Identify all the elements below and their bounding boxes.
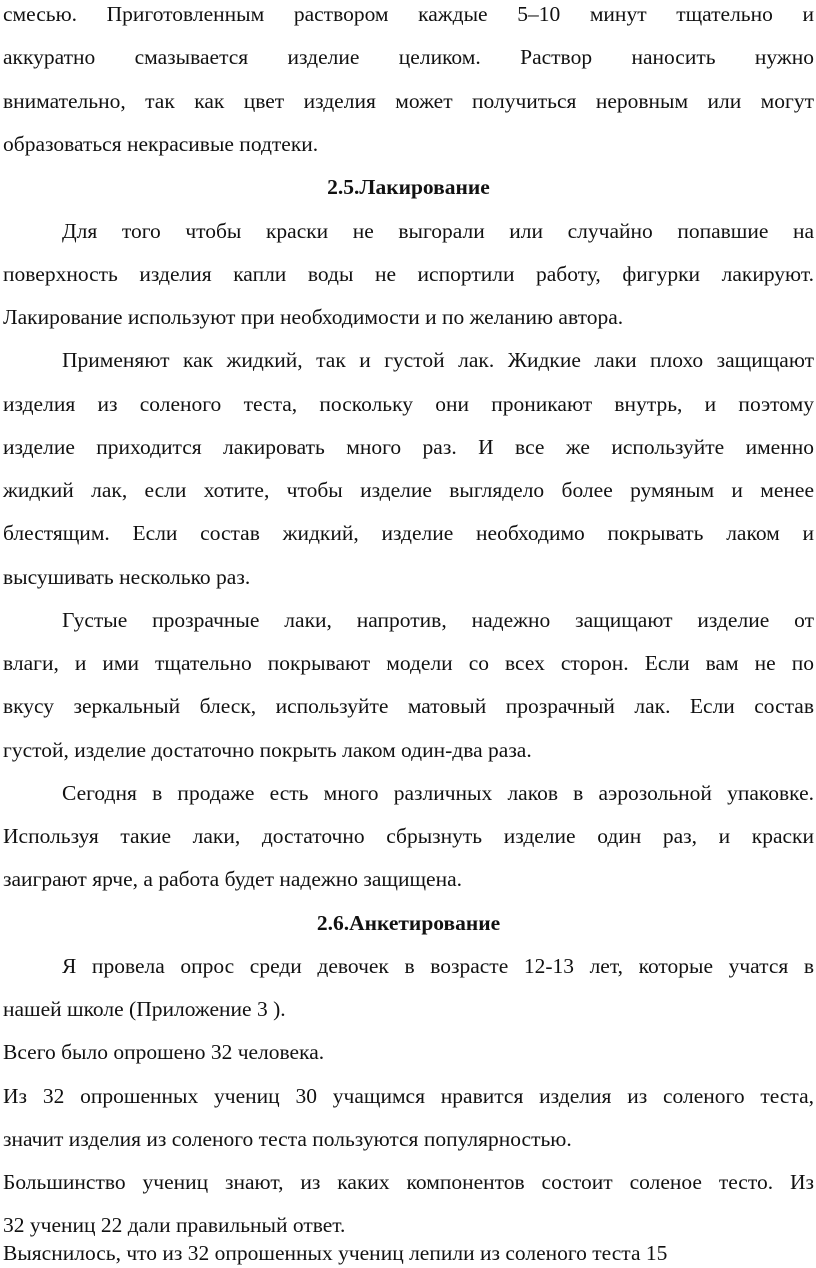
paragraph-line: аккуратно смазывается изделие целиком. Раствор наносить нужно	[3, 45, 814, 69]
paragraph-line: влаги, и ими тщательно покрывают модели со всех сторон. Если вам не по	[3, 651, 814, 675]
paragraph-line: значит изделия из соленого теста пользуются популярностью.	[3, 1127, 572, 1151]
paragraph-line: Для того чтобы краски не выгорали или случайно попавшие на	[62, 219, 814, 243]
paragraph-line: внимательно, так как цвет изделия может получиться неровным или могут	[3, 89, 814, 113]
paragraph-line: изделие приходится лакировать много раз. И все же используйте именно	[3, 435, 814, 459]
paragraph-line: поверхность изделия капли воды не испортили работу, фигурки лакируют.	[3, 262, 814, 286]
paragraph-line: смесью. Приготовленным раствором каждые 5–10 минут тщательно и	[3, 2, 814, 26]
paragraph-line: Используя такие лаки, достаточно сбрызнуть изделие один раз, и краски	[3, 824, 814, 848]
paragraph-line: Всего было опрошено 32 человека.	[3, 1040, 325, 1064]
paragraph-line: нашей школе (Приложение 3 ).	[3, 997, 286, 1021]
paragraph-line: Применяют как жидкий, так и густой лак. Жидкие лаки плохо защищают	[62, 348, 814, 372]
paragraph-line: изделия из соленого теста, поскольку они проникают внутрь, и поэтому	[3, 392, 814, 416]
paragraph-line: Из 32 опрошенных учениц 30 учащимся нравится изделия из соленого теста,	[3, 1084, 814, 1108]
paragraph-line: Выяснилось, что из 32 опрошенных учениц лепили из соленого теста 15	[3, 1241, 668, 1265]
section-heading: 2.5.Лакирование	[327, 175, 490, 199]
paragraph-line: Лакирование используют при необходимости и по желанию автора.	[3, 305, 624, 329]
paragraph-line: Большинство учениц знают, из каких компонентов состоит соленое тесто. Из	[3, 1170, 814, 1194]
paragraph-line: Сегодня в продаже есть много различных лаков в аэрозольной упаковке.	[62, 781, 814, 805]
paragraph-line: Я провела опрос среди девочек в возрасте 12-13 лет, которые учатся в	[62, 954, 814, 978]
paragraph-line: заиграют ярче, а работа будет надежно защищена.	[3, 867, 463, 891]
paragraph-line: высушивать несколько раз.	[3, 565, 251, 589]
paragraph-line: 32 учениц 22 дали правильный ответ.	[3, 1213, 346, 1237]
paragraph-line: образоваться некрасивые подтеки.	[3, 132, 319, 156]
paragraph-line: густой, изделие достаточно покрыть лаком один-два раза.	[3, 738, 532, 762]
paragraph-line: жидкий лак, если хотите, чтобы изделие выглядело более румяным и менее	[3, 478, 814, 502]
paragraph-line: блестящим. Если состав жидкий, изделие необходимо покрывать лаком и	[3, 521, 814, 545]
paragraph-line: вкусу зеркальный блеск, используйте матовый прозрачный лак. Если состав	[3, 694, 814, 718]
paragraph-line: Густые прозрачные лаки, напротив, надежно защищают изделие от	[62, 608, 814, 632]
section-heading: 2.6.Анкетирование	[316, 911, 501, 935]
